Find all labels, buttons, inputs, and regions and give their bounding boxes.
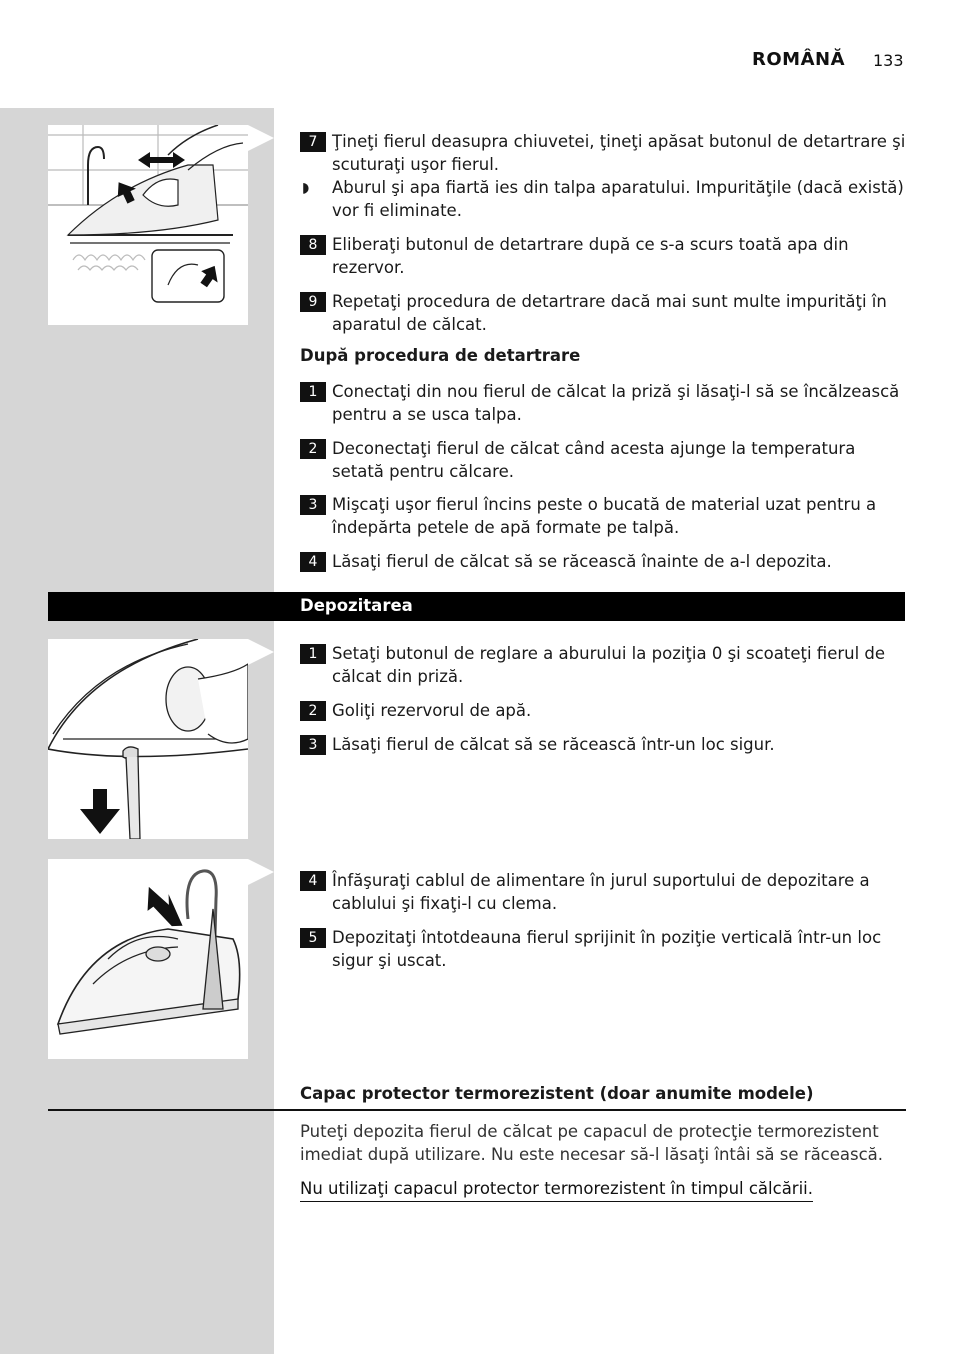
step-number: 3 — [300, 495, 326, 515]
step-text: Depozitaţi întotdeauna fierul sprijinit în poziţie verticală într-un loc sigur şi uscat. — [332, 928, 882, 970]
step-7 — [300, 130, 906, 176]
step-text: Lăsaţi fierul de călcat să se răcească într-un loc sigur. — [332, 735, 775, 754]
section-header-storage — [48, 592, 905, 621]
cover-warning: Nu utilizaţi capacul protector termorezistent în timpul călcării. — [300, 1177, 813, 1202]
section-title: Depozitarea — [300, 596, 413, 615]
step-text: Ţineţi fierul deasupra chiuvetei, ţineţi apăsat butonul de detartrare şi scuturaţi uşor fierul. — [332, 132, 906, 174]
after-step-4 — [300, 550, 906, 573]
step-9 — [300, 290, 906, 336]
page-number: 133 — [873, 51, 904, 70]
step-number: 8 — [300, 235, 326, 255]
storage-step-2 — [300, 699, 906, 722]
storage-step-3 — [300, 733, 906, 756]
down-arrow-icon — [80, 789, 120, 834]
step-number: 2 — [300, 701, 326, 721]
step-number: 4 — [300, 871, 326, 891]
step-number: 3 — [300, 735, 326, 755]
figure-empty-tank — [48, 639, 248, 839]
section-divider — [48, 1109, 906, 1111]
step-text: Aburul şi apa fiartă ies din talpa aparatului. Impurităţile (dacă există) vor fi eliminate. — [332, 178, 904, 220]
figure-cord-wrap — [48, 859, 248, 1059]
step-number: 5 — [300, 928, 326, 948]
step-number: 4 — [300, 552, 326, 572]
storage-step-1 — [300, 642, 906, 688]
step-number: 1 — [300, 644, 326, 664]
step-text: Goliţi rezervorul de apă. — [332, 701, 532, 720]
step-text: Setaţi butonul de reglare a aburului la poziţia 0 şi scoateţi fierul de călcat din priză. — [332, 644, 886, 686]
step-text: Eliberaţi butonul de detartrare după ce s-a scurs toată apa din rezervor. — [332, 235, 849, 277]
step-number: 2 — [300, 439, 326, 459]
after-descaling-heading: După procedura de detartrare — [300, 346, 581, 365]
step-8 — [300, 233, 906, 279]
step-text: Repetaţi procedura de detartrare dacă mai sunt multe impurităţi în aparatul de călcat. — [332, 292, 887, 334]
storage-step-4 — [300, 869, 906, 915]
after-step-1 — [300, 380, 906, 426]
step-number: 7 — [300, 132, 326, 152]
result-bullet — [300, 176, 906, 222]
figure-pointer — [248, 639, 274, 665]
step-text: Mişcaţi uşor fierul încins peste o bucată de material uzat pentru a îndepărta petele de apă formate pe talpă. — [332, 495, 877, 537]
step-text: Înfăşuraţi cablul de alimentare în jurul suportului de depozitare a cablului şi fixaţi-l cu clema. — [332, 871, 870, 913]
step-text: Deconectaţi fierul de călcat când acesta ajunge la temperatura setată pentru călcare. — [332, 439, 856, 481]
cover-heading: Capac protector termorezistent (doar anumite modele) — [300, 1084, 814, 1103]
figure-descaling — [48, 125, 248, 325]
figure-pointer — [248, 859, 274, 885]
storage-step-5 — [300, 926, 906, 972]
arrow-icon — [139, 887, 191, 930]
step-text: Conectaţi din nou fierul de călcat la priză şi lăsaţi-l să se încălzească pentru a se usca talpa. — [332, 382, 900, 424]
after-step-2 — [300, 437, 906, 483]
figure-pointer — [248, 125, 274, 151]
step-number: 9 — [300, 292, 326, 312]
bullet-icon: ◗ — [302, 180, 310, 196]
cover-paragraph: Puteţi depozita fierul de călcat pe capacul de protecţie termorezistent imediat după utilizare. Nu este necesar să-l lăsaţi întâi să se răcească. — [300, 1122, 884, 1164]
step-number: 1 — [300, 382, 326, 402]
step-text: Lăsaţi fierul de călcat să se răcească înainte de a-l depozita. — [332, 552, 832, 571]
after-step-3 — [300, 493, 906, 539]
language-heading: ROMÂNĂ — [752, 49, 845, 70]
